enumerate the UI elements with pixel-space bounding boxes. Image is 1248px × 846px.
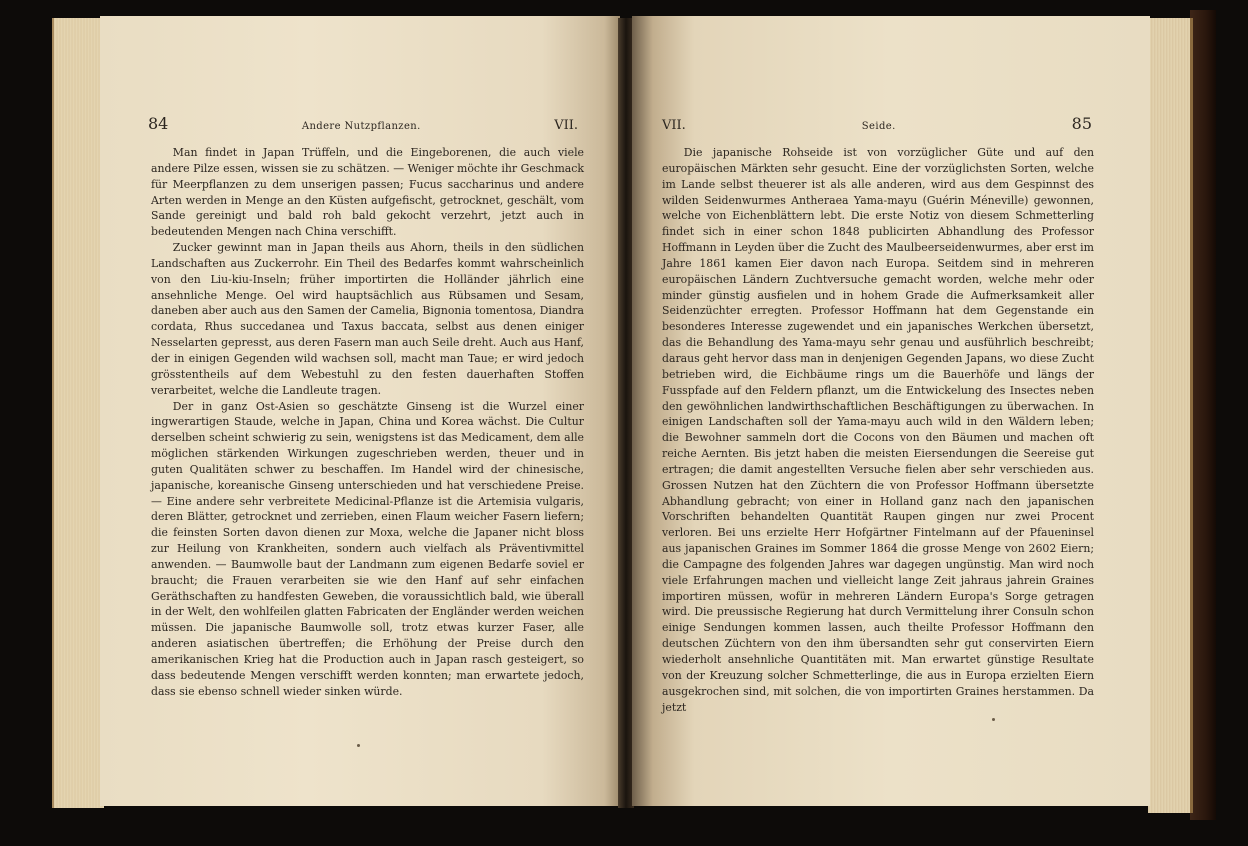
- paragraph: Die japanische Rohseide ist von vorzüglicher Güte und auf den europäischen Märkten sehr gesucht. Eine der vorzüglichsten Sorten, welche im Lande selbst theuerer ist als alle anderen, wird aus dem Gespinnst des wilden Seidenwurmes Antheraea Yama-mayu (Guérin Méneville) gewonnen, welche von Eichenblättern lebt. Die erste Notiz von diesem Schmetterling findet sich in einer schon 1848 publicirten Abhandlung des Professor Hoffmann in Leyden über die Zucht des Maulbeerseidenwurmes, aber erst im Jahre 1861 kamen Eier davon nach Europa. Seitdem sind in mehreren europäischen Ländern Zuchtversuche gemacht worden, welche mehr oder minder günstig ausfielen und in hohem Grade die Aufmerksamkeit aller Seidenzüchter erregten. Professor Hoffmann hat dem Gegenstande ein besonderes Interesse zugewendet und ein japanisches Werkchen übersetzt, das die Behandlung des Yama-mayu sehr genau und ausführlich beschreibt; daraus geht hervor dass man in denjenigen Gegenden Japans, wo diese Zucht betrieben wird, die Eichbäume rings um die Bauerhöfe und längs der Fusspfade auf den Feldern pflanzt, um die Entwickelung des Insectes neben den gewöhnlichen landwirthschaftlichen Beschäftigungen zu überwachen. In einigen Landschaften soll der Yama-mayu auch wild in den Wäldern leben; die Bewohner sammeln dort die Cocons von den Bäumen und machen oft reiche Aernten. Bis jetzt haben die meisten Eiersendungen die Seereise gut ertragen; die damit angestellten Versuche fielen aber sehr verschieden aus. Grossen Nutzen hat den Züchtern die von Professor Hoffmann übersetzte Abhandlung gebracht; von einer in Holland ganz nach den japanischen Vorschriften behandelten Quantität Raupen gingen nur zwei Procent verloren. Bei uns erzielte Herr Hofgärtner Fintelmann auf der Pfaueninsel aus japanischen Graines im Sommer 1864 die grosse Menge von 2602 Eiern; die Campagne des folgenden Jahres war dagegen ungünstig. Man wird noch viele Erfahrungen machen und vielleicht lange Zeit jahraus jahrein Graines importiren müssen, wofür in mehreren Ländern Europa's Sorge getragen wird. Die preussische Regierung hat durch Vermittelung ihrer Consuln schon einige Sendungen kommen lassen, auch theilte Professor Hoffmann den deutschen Züchtern von den ihm übersandten sehr gut conservirten Eiern wiederholt ansehnliche Quantitäten mit. Man erwartet günstige Resultate von der Kreuzung solcher Schmetterlinge, die aus in Europa erzielten Eiern ausgekrochen sind, mit solchen, die von importirten Graines herstammen. Da jetzt: [662, 146, 1094, 714]
- left-page: [0, 16, 620, 806]
- paragraph: Man findet in Japan Trüffeln, und die Eingeborenen, die auch viele andere Pilze essen, wissen sie zu schätzen. — Weniger möchte ihr Geschmack für Meerpflanzen zu dem unserigen passen; Fucus saccharinus und andere Arten werden in Menge an den Küsten aufgefischt, getrocknet, geschält, vom Sande gereinigt und bald roh bald gekocht verzehrt, jetzt auch in bedeutenden Mengen nach China verschifft.: [151, 146, 584, 239]
- running-title: Seide.: [861, 121, 896, 132]
- paragraph: Der in ganz Ost-Asien so geschätzte Ginseng ist die Wurzel einer ingwerartigen Staude, welche in Japan, China und Korea wächst. Die Cultur derselben scheint schwierig zu sein, wenigstens ist das Medicament, dem alle möglichen stärkenden Wirkungen zugeschrieben werden, theuer und in guten Qualitäten schwer zu beschaffen. Im Handel wird der chinesische, japanische, koreanische Ginseng unterschieden und hat verschiedene Preise. — Eine andere sehr verbreitete Medicinal-Pflanze ist die Artemisia vulgaris, deren Blätter, getrocknet und zerrieben, einen Flaum weicher Fasern liefern; die feinsten Sorten davon dienen zur Moxa, welche die Japaner nicht bloss zur Heilung von Krankheiten, sondern auch vielfach als Präventivmittel anwenden. — Baumwolle baut der Landmann zum eigenen Bedarfe soviel er braucht; die Frauen verarbeiten sie wie den Hanf auf sehr einfachen Geräthschaften zu handfesten Geweben, die voraussichtlich bald, wie überall in der Welt, den wohlfeilen glatten Fabricaten der Engländer werden weichen müssen. Die japanische Baumwolle soll, trotz etwas kurzer Faser, alle anderen asiatischen übertreffen; die Erhöhung der Preise durch den amerikanischen Krieg hat die Production auch in Japan rasch gesteigert, so dass bedeutende Mengen verschifft werden konnten; man erwartete jedoch, dass sie ebenso schnell wieder sinken würde.: [151, 399, 584, 698]
- ink-speck: [357, 744, 360, 747]
- right-running-head: [662, 116, 1092, 140]
- page-number: 84: [148, 114, 169, 133]
- ink-speck: [992, 718, 995, 721]
- right-page: [632, 16, 1150, 806]
- paragraph: Zucker gewinnt man in Japan theils aus Ahorn, theils in den südlichen Landschaften aus Zuckerrohr. Ein Theil des Bedarfes kommt wahrscheinlich von den Liu-kiu-Inseln; früher importirten die Holländer jährlich eine ansehnliche Menge. Oel wird hauptsächlich aus Rübsamen und Sesam, daneben aber auch aus den Samen der Camelia, Bignonia tomentosa, Diandra cordata, Rhus succedanea und Taxus baccata, selbst aus denen einiger Nesselarten gepresst, aus deren Fasern man auch Seile dreht. Auch aus Hanf, der in einigen Gegenden wild wachsen soll, macht man Taue; er wird jedoch grösstentheils auf dem Webestuhl zu den festen dauerhaften Stoffen verarbeitet, welche die Landleute tragen.: [151, 241, 584, 397]
- right-page-edges: [1148, 18, 1193, 813]
- chapter-number: VII.: [662, 118, 686, 133]
- running-title: Andere Nutzpflanzen.: [301, 121, 421, 132]
- book-cover-edge: [1190, 10, 1216, 820]
- right-body-text: [662, 145, 1094, 715]
- left-running-head: [148, 116, 578, 140]
- chapter-number: VII.: [554, 118, 578, 133]
- page-number: 85: [1071, 114, 1092, 133]
- left-body-text: [151, 145, 584, 700]
